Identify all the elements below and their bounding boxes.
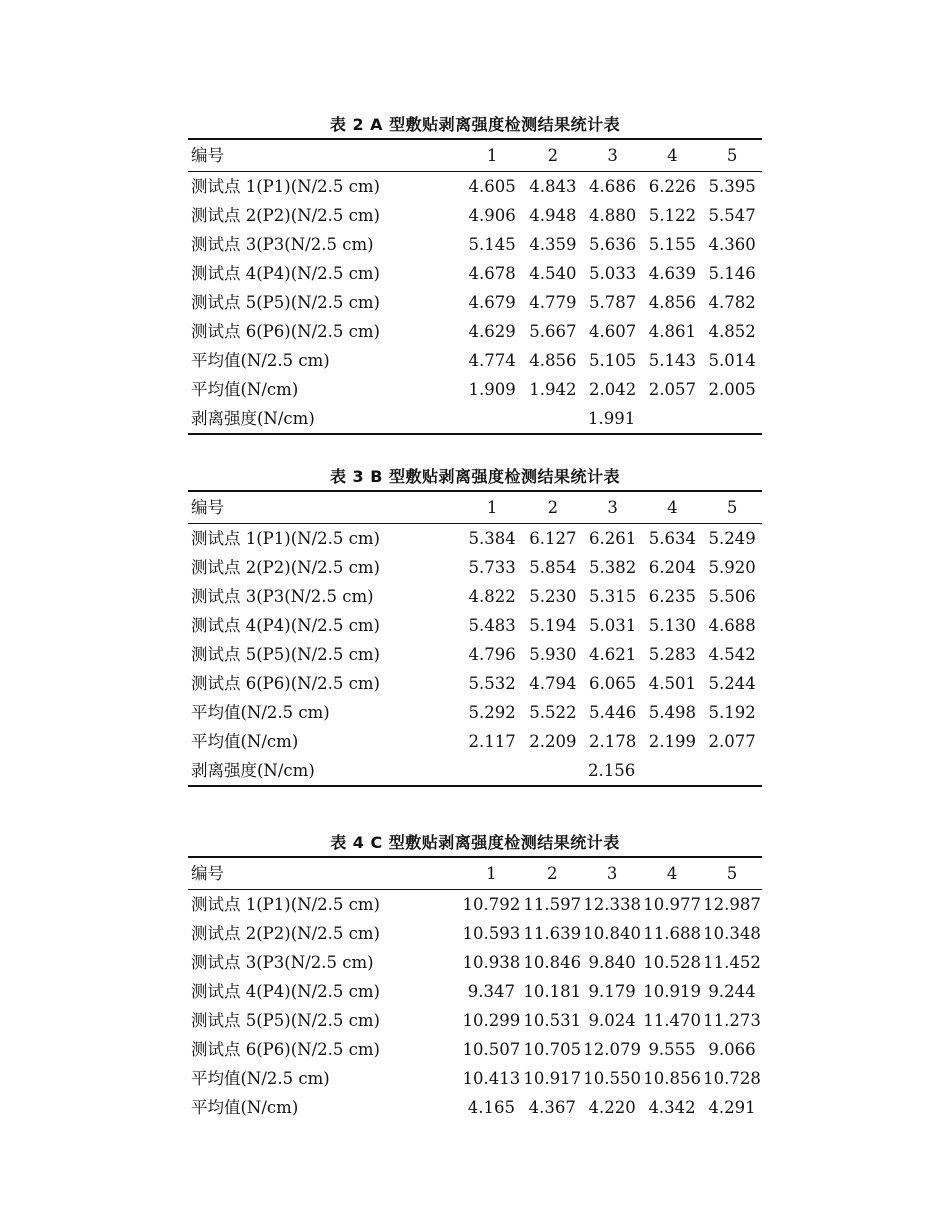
results-table-a <box>188 138 762 435</box>
header-cell: 5 <box>726 864 738 883</box>
value-cell: 4.822 <box>468 587 516 606</box>
table-row <box>188 1093 762 1122</box>
value-cell: 10.792 <box>462 895 521 914</box>
table-row <box>188 611 762 640</box>
value-cell: 4.906 <box>468 206 516 225</box>
value-cell: 4.359 <box>529 235 577 254</box>
row-label: 测试点 5(P5)(N/2.5 cm) <box>191 1011 380 1030</box>
table-row <box>188 1006 762 1035</box>
table-row <box>188 259 762 288</box>
header-cell: 2 <box>547 498 559 517</box>
value-cell: 5.249 <box>708 529 756 548</box>
value-cell: 11.597 <box>523 895 582 914</box>
value-cell: 9.347 <box>467 982 515 1001</box>
table-row <box>188 640 762 669</box>
value-cell: 11.639 <box>523 924 582 943</box>
summary-label: 剥离强度(N/cm) <box>191 409 315 428</box>
value-cell: 5.143 <box>648 351 696 370</box>
row-label: 平均值(N/cm) <box>191 732 299 751</box>
summary-row <box>188 404 762 434</box>
value-cell: 10.348 <box>703 924 761 943</box>
row-label: 测试点 1(P1)(N/2.5 cm) <box>191 529 380 548</box>
row-label: 平均值(N/2.5 cm) <box>191 351 330 370</box>
row-label: 平均值(N/2.5 cm) <box>191 1069 330 1088</box>
value-cell: 5.014 <box>708 351 756 370</box>
value-cell: 10.550 <box>583 1069 642 1088</box>
value-cell: 5.384 <box>468 529 516 548</box>
summary-value: 2.156 <box>588 761 636 780</box>
value-cell: 4.880 <box>588 206 637 225</box>
value-cell: 11.470 <box>643 1011 701 1030</box>
value-cell: 4.540 <box>529 264 577 283</box>
value-cell: 2.077 <box>708 732 756 751</box>
value-cell: 10.413 <box>462 1069 521 1088</box>
row-label: 测试点 6(P6)(N/2.5 cm) <box>191 322 380 341</box>
header-cell: 3 <box>607 498 618 517</box>
value-cell: 5.547 <box>708 206 756 225</box>
value-cell: 10.593 <box>462 924 521 943</box>
header-cell: 编号 <box>191 864 224 883</box>
value-cell: 4.678 <box>468 264 516 283</box>
value-cell: 5.395 <box>708 177 756 196</box>
header-cell: 2 <box>547 146 559 165</box>
results-table-c <box>188 856 762 1122</box>
value-cell: 10.856 <box>643 1069 701 1088</box>
table-row <box>188 727 762 756</box>
value-cell: 4.629 <box>468 322 516 341</box>
table-caption: 表 3 B 型敷贴剥离强度检测结果统计表 <box>329 467 621 486</box>
header-cell: 3 <box>606 864 618 883</box>
value-cell: 10.299 <box>462 1011 521 1030</box>
value-cell: 9.555 <box>648 1040 696 1059</box>
table-row <box>188 582 762 611</box>
value-cell: 10.705 <box>523 1040 582 1059</box>
value-cell: 5.130 <box>648 616 696 635</box>
row-label: 测试点 3(P3(N/2.5 cm) <box>191 587 374 606</box>
table-body <box>188 524 762 787</box>
header-row <box>188 857 762 890</box>
value-cell: 4.607 <box>588 322 637 341</box>
table-row <box>188 977 762 1006</box>
value-cell: 10.531 <box>523 1011 582 1030</box>
value-cell: 4.796 <box>468 645 516 664</box>
value-cell: 4.639 <box>648 264 696 283</box>
value-cell: 5.194 <box>529 616 577 635</box>
table-row <box>188 230 762 259</box>
value-cell: 10.917 <box>523 1069 582 1088</box>
row-label: 测试点 5(P5)(N/2.5 cm) <box>191 645 380 664</box>
value-cell: 12.338 <box>583 895 642 914</box>
value-cell: 2.057 <box>648 380 696 399</box>
value-cell: 5.145 <box>468 235 516 254</box>
header-cell: 4 <box>667 498 678 517</box>
value-cell: 2.117 <box>468 732 516 751</box>
table-row <box>188 288 762 317</box>
value-cell: 6.261 <box>588 529 637 548</box>
header-row <box>188 139 762 172</box>
value-cell: 10.728 <box>703 1069 761 1088</box>
value-cell: 5.122 <box>648 206 696 225</box>
value-cell: 12.079 <box>583 1040 642 1059</box>
table-body <box>188 890 762 1123</box>
header-cell: 1 <box>486 498 498 517</box>
header-cell: 4 <box>666 864 678 883</box>
row-label: 测试点 4(P4)(N/2.5 cm) <box>191 982 380 1001</box>
row-label: 测试点 2(P2)(N/2.5 cm) <box>191 924 380 943</box>
value-cell: 11.452 <box>703 953 761 972</box>
value-cell: 4.679 <box>468 293 516 312</box>
header-cell: 5 <box>726 498 738 517</box>
value-cell: 10.840 <box>583 924 642 943</box>
value-cell: 5.634 <box>648 529 696 548</box>
value-cell: 2.178 <box>588 732 637 751</box>
summary-row <box>188 756 762 786</box>
value-cell: 10.507 <box>462 1040 521 1059</box>
value-cell: 9.024 <box>588 1011 636 1030</box>
value-cell: 5.146 <box>708 264 756 283</box>
value-cell: 5.292 <box>468 703 516 722</box>
value-cell: 5.155 <box>648 235 696 254</box>
row-label: 测试点 1(P1)(N/2.5 cm) <box>191 895 380 914</box>
value-cell: 9.179 <box>588 982 636 1001</box>
row-label: 测试点 3(P3(N/2.5 cm) <box>191 235 374 254</box>
table-row <box>188 201 762 230</box>
table-row <box>188 1035 762 1064</box>
value-cell: 4.856 <box>648 293 696 312</box>
value-cell: 4.220 <box>588 1098 636 1117</box>
header-cell: 3 <box>607 146 618 165</box>
value-cell: 9.066 <box>708 1040 756 1059</box>
row-label: 测试点 6(P6)(N/2.5 cm) <box>191 674 380 693</box>
value-cell: 12.987 <box>703 895 761 914</box>
header-cell: 编号 <box>191 498 224 517</box>
header-cell: 1 <box>486 146 498 165</box>
value-cell: 5.382 <box>588 558 637 577</box>
value-cell: 5.636 <box>588 235 637 254</box>
table-caption: 表 2 A 型敷贴剥离强度检测结果统计表 <box>329 115 621 134</box>
value-cell: 4.794 <box>529 674 577 693</box>
table-row <box>188 948 762 977</box>
value-cell: 10.919 <box>643 982 701 1001</box>
results-table-b <box>188 490 762 787</box>
value-cell: 10.977 <box>643 895 701 914</box>
value-cell: 1.942 <box>529 380 577 399</box>
value-cell: 2.199 <box>648 732 696 751</box>
value-cell: 4.501 <box>648 674 696 693</box>
value-cell: 10.846 <box>523 953 582 972</box>
row-label: 平均值(N/2.5 cm) <box>191 703 330 722</box>
table-c-block <box>188 830 762 1122</box>
row-label: 测试点 6(P6)(N/2.5 cm) <box>191 1040 380 1059</box>
summary-label: 剥离强度(N/cm) <box>191 761 315 780</box>
header-cell: 2 <box>546 864 558 883</box>
value-cell: 5.532 <box>468 674 516 693</box>
value-cell: 4.856 <box>529 351 577 370</box>
row-label: 测试点 3(P3(N/2.5 cm) <box>191 953 374 972</box>
table-b-block <box>188 464 762 787</box>
table-row <box>188 890 762 920</box>
value-cell: 9.840 <box>588 953 636 972</box>
row-label: 测试点 4(P4)(N/2.5 cm) <box>191 264 380 283</box>
header-cell: 编号 <box>191 146 224 165</box>
row-label: 测试点 2(P2)(N/2.5 cm) <box>191 558 380 577</box>
value-cell: 5.446 <box>588 703 637 722</box>
value-cell: 5.667 <box>529 322 577 341</box>
value-cell: 4.688 <box>708 616 756 635</box>
value-cell: 5.787 <box>588 293 637 312</box>
value-cell: 2.042 <box>588 380 637 399</box>
value-cell: 5.483 <box>468 616 516 635</box>
header-cell: 5 <box>726 146 738 165</box>
value-cell: 5.498 <box>648 703 696 722</box>
value-cell: 6.226 <box>648 177 696 196</box>
value-cell: 5.506 <box>708 587 756 606</box>
value-cell: 5.192 <box>708 703 756 722</box>
value-cell: 5.033 <box>588 264 637 283</box>
table-row <box>188 346 762 375</box>
table-row <box>188 317 762 346</box>
value-cell: 4.686 <box>588 177 637 196</box>
value-cell: 5.105 <box>588 351 637 370</box>
table-a-block <box>188 112 762 435</box>
value-cell: 6.204 <box>648 558 696 577</box>
value-cell: 10.181 <box>523 982 582 1001</box>
value-cell: 11.273 <box>703 1011 761 1030</box>
row-label: 测试点 2(P2)(N/2.5 cm) <box>191 206 380 225</box>
row-label: 平均值(N/cm) <box>191 1098 299 1117</box>
value-cell: 9.244 <box>708 982 756 1001</box>
value-cell: 2.005 <box>708 380 756 399</box>
table-row <box>188 553 762 582</box>
value-cell: 10.528 <box>643 953 701 972</box>
table-row <box>188 375 762 404</box>
row-label: 测试点 4(P4)(N/2.5 cm) <box>191 616 380 635</box>
table-row <box>188 669 762 698</box>
row-label: 测试点 5(P5)(N/2.5 cm) <box>191 293 380 312</box>
value-cell: 5.315 <box>588 587 637 606</box>
table-caption: 表 4 C 型敷贴剥离强度检测结果统计表 <box>330 833 620 852</box>
table-row <box>188 172 762 202</box>
value-cell: 5.854 <box>529 558 577 577</box>
value-cell: 4.782 <box>708 293 756 312</box>
value-cell: 4.342 <box>648 1098 696 1117</box>
value-cell: 4.861 <box>648 322 696 341</box>
header-cell: 1 <box>486 864 497 883</box>
value-cell: 4.843 <box>529 177 577 196</box>
row-label: 测试点 1(P1)(N/2.5 cm) <box>191 177 380 196</box>
value-cell: 5.031 <box>588 616 637 635</box>
value-cell: 4.948 <box>529 206 577 225</box>
value-cell: 4.367 <box>528 1098 576 1117</box>
summary-value: 1.991 <box>588 409 636 428</box>
value-cell: 1.909 <box>468 380 516 399</box>
header-cell: 4 <box>667 146 678 165</box>
value-cell: 4.774 <box>468 351 516 370</box>
value-cell: 4.360 <box>708 235 756 254</box>
table-row <box>188 524 762 554</box>
value-cell: 4.605 <box>468 177 516 196</box>
header-row <box>188 491 762 524</box>
value-cell: 4.291 <box>708 1098 756 1117</box>
value-cell: 4.852 <box>708 322 756 341</box>
value-cell: 4.165 <box>467 1098 515 1117</box>
value-cell: 5.230 <box>529 587 577 606</box>
value-cell: 5.733 <box>468 558 516 577</box>
row-label: 平均值(N/cm) <box>191 380 299 399</box>
value-cell: 4.621 <box>588 645 637 664</box>
value-cell: 2.209 <box>529 732 577 751</box>
table-row <box>188 1064 762 1093</box>
table-body <box>188 172 762 435</box>
value-cell: 11.688 <box>643 924 701 943</box>
table-row <box>188 919 762 948</box>
value-cell: 5.244 <box>708 674 756 693</box>
value-cell: 4.779 <box>529 293 577 312</box>
value-cell: 5.930 <box>529 645 577 664</box>
value-cell: 6.235 <box>648 587 696 606</box>
value-cell: 6.127 <box>529 529 577 548</box>
value-cell: 10.938 <box>462 953 521 972</box>
value-cell: 6.065 <box>588 674 637 693</box>
table-row <box>188 698 762 727</box>
value-cell: 5.920 <box>708 558 756 577</box>
value-cell: 5.522 <box>529 703 577 722</box>
value-cell: 4.542 <box>708 645 756 664</box>
value-cell: 5.283 <box>648 645 696 664</box>
